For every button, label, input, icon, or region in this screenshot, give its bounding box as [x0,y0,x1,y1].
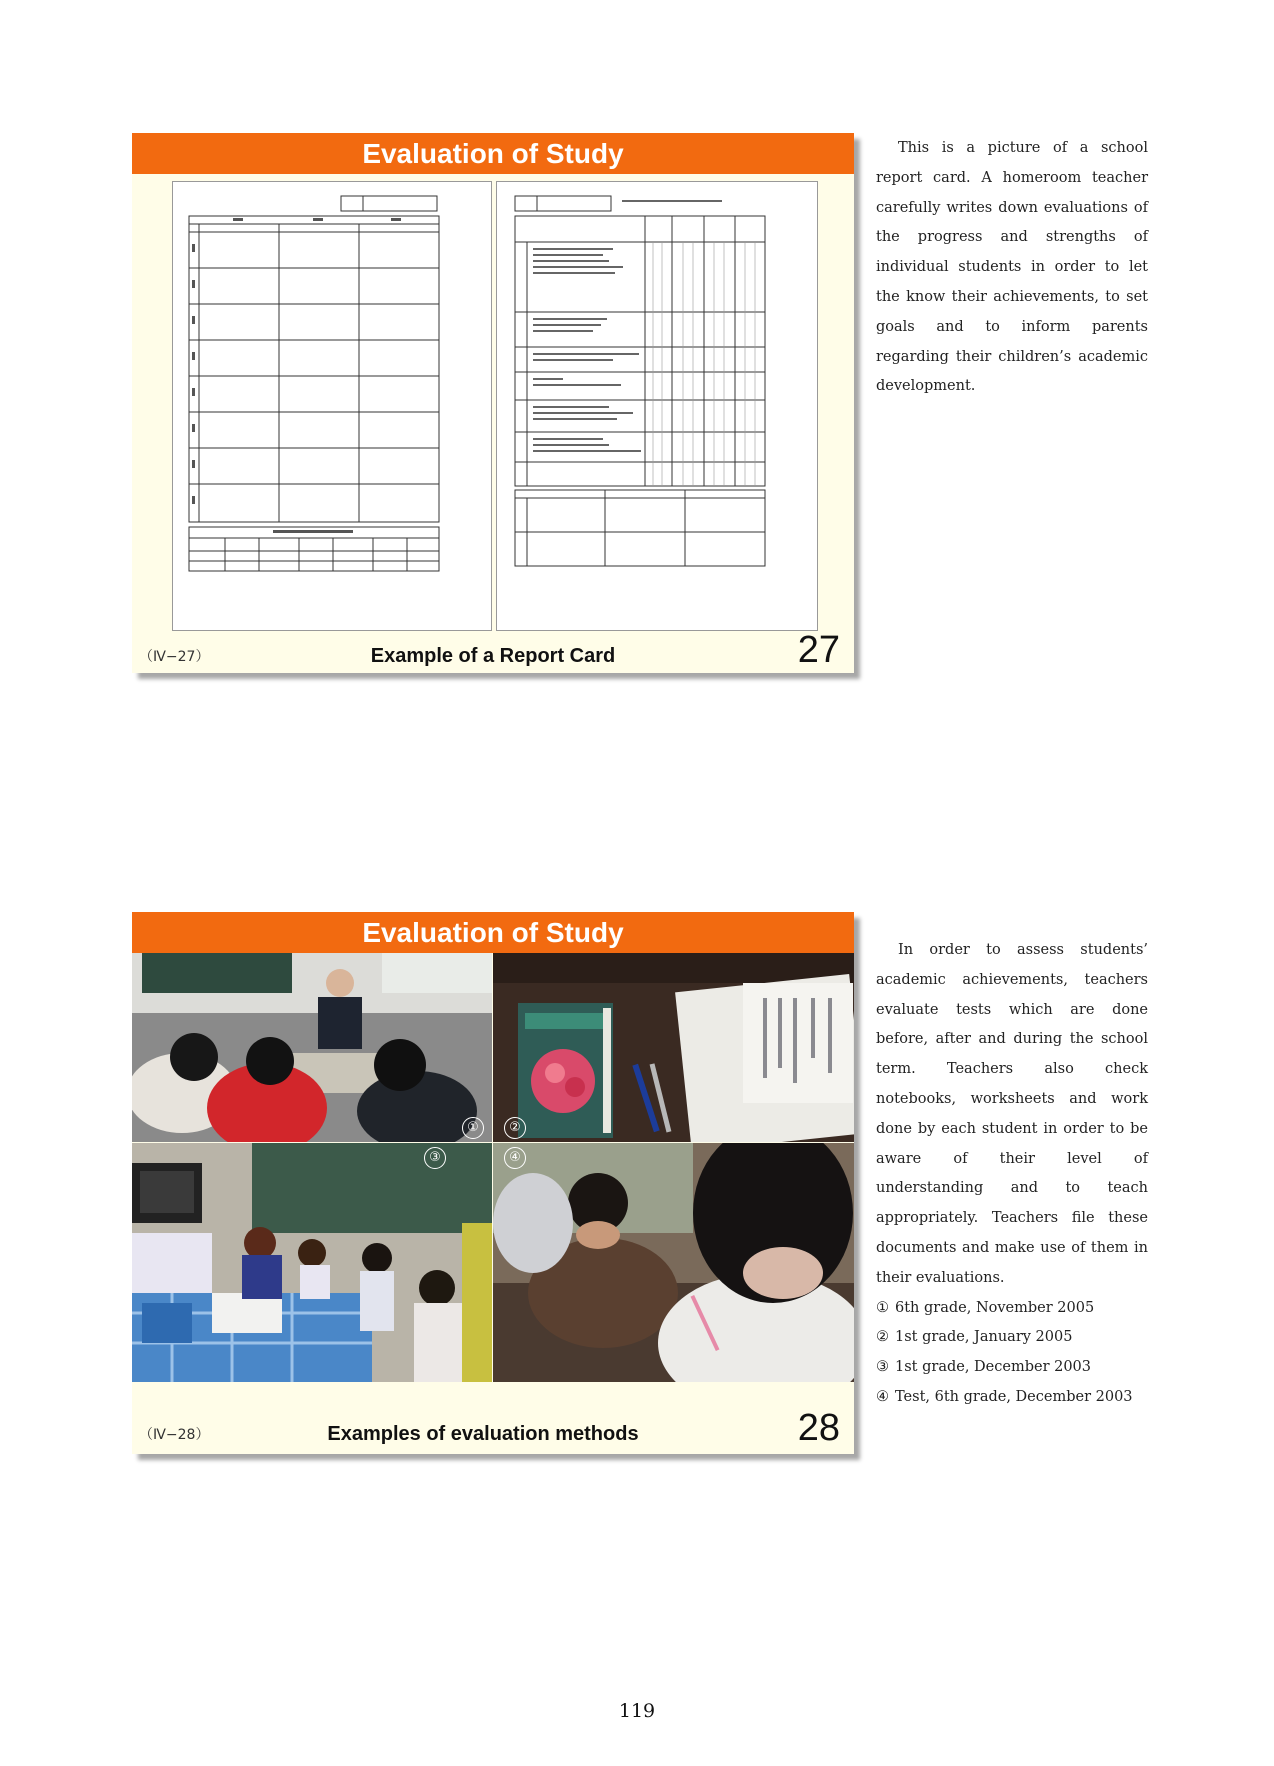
photo-caption-item [876,1323,1148,1353]
slide-evaluation-methods [132,912,854,1454]
photo-caption-list [876,1294,1148,1413]
slide-number: 27 [797,629,840,671]
photo-caption-item [876,1353,1148,1383]
photo-label-2: ② [504,1117,526,1139]
caption-text: 1st grade, January 2005 [895,1329,1073,1346]
photo-label-1: ① [462,1117,484,1139]
slide-code: （Ⅳ−28） [139,1427,210,1443]
photo-notebooks-worksheets [493,953,854,1142]
caption-text: Test, 6th grade, December 2003 [895,1388,1133,1405]
report-card-right-page [496,181,818,631]
photo-label-4: ④ [504,1147,526,1169]
slide-caption: Examples of evaluation methods [327,1423,639,1445]
slide-number: 28 [797,1407,840,1449]
photo-label-3: ③ [424,1147,446,1169]
slide-title: Evaluation of Study [132,912,854,953]
caption-text: 6th grade, November 2005 [895,1299,1095,1316]
report-card-left-page [172,181,492,631]
caption-mark: ② [876,1329,889,1346]
description-paragraph: This is a picture of a school report card. A homeroom teacher carefully writes down evaluations of the progress and strengths of individual students in order to let the know their achievements, to set goals and to inform parents regarding their children’s academic development. [876,140,1148,395]
caption-mark: ① [876,1299,889,1316]
slide-title: Evaluation of Study [132,133,854,174]
evaluation-methods-description [876,936,1148,1413]
photo-students-test [493,1143,854,1382]
page-number: 119 [618,1700,656,1722]
photo-caption-item [876,1294,1148,1324]
slide-report-card [132,133,854,673]
photo-classroom-teacher [132,953,492,1142]
slide-code: （Ⅳ−27） [139,649,210,665]
photo-small-group-instruction [132,1143,492,1382]
caption-text: 1st grade, December 2003 [895,1359,1092,1376]
caption-mark: ③ [876,1359,889,1376]
description-paragraph: In order to assess students’ academic achievements, teachers evaluate tests which are done before, after and during the school term. Teachers also check notebooks, worksheets and work done by each student in order to be aware of their level of understanding and to teach appropriately. Teachers file these documents and make use of them in their evaluations. [876,942,1148,1286]
caption-mark: ④ [876,1388,889,1405]
photo-caption-item [876,1383,1148,1413]
report-card-description [876,134,1148,402]
slide-caption: Example of a Report Card [370,645,616,667]
